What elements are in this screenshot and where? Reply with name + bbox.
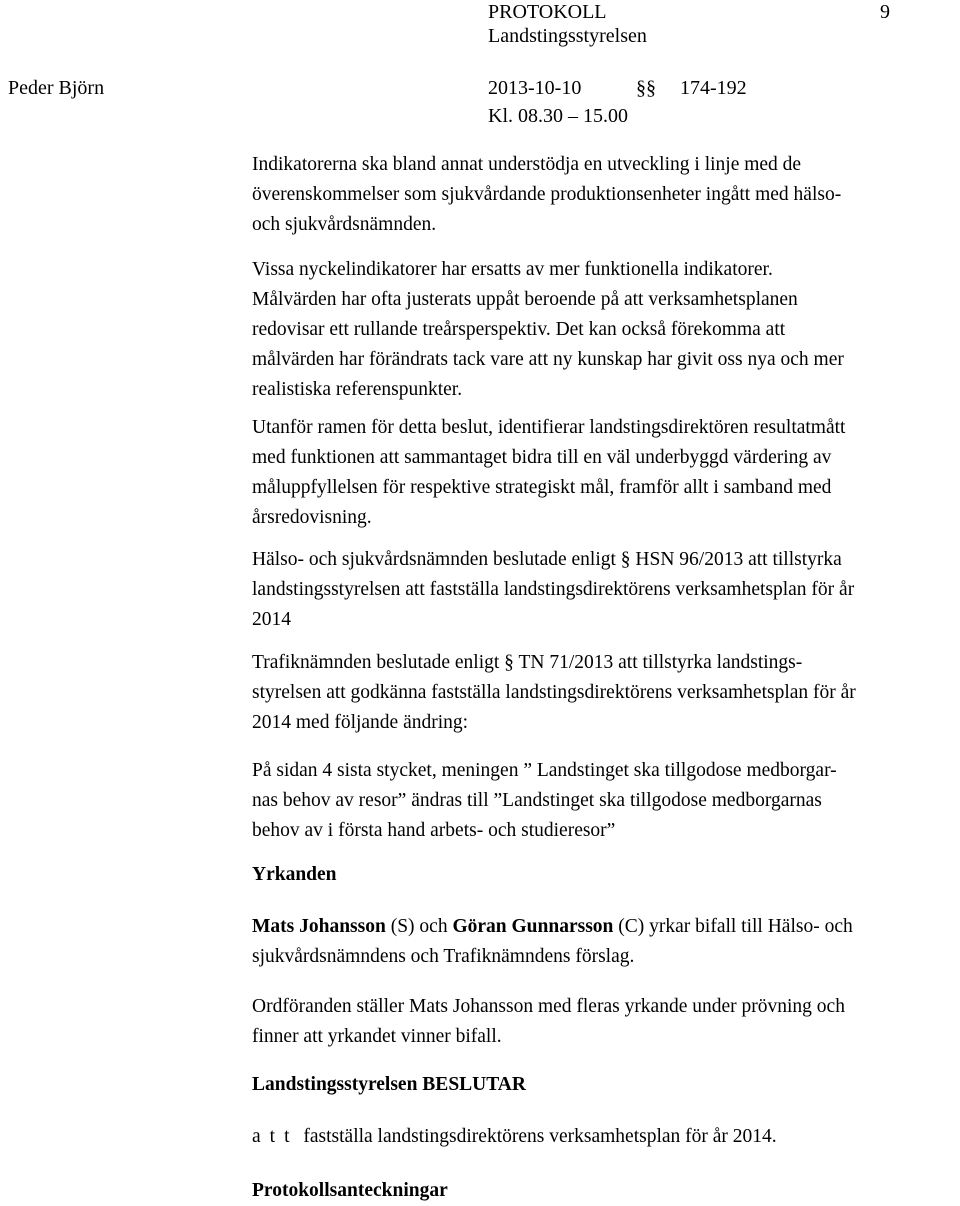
paragraph-chair: Ordföranden ställer Mats Johansson med fleras yrkande under prövning och finner att yrkandet vinner bifall. [252, 996, 845, 1047]
paragraph-2: Vissa nyckelindikatorer har ersatts av mer funktionella indikatorer. Målvärden har ofta justerats uppåt beroende på att verksamhetsplanen redovisar ett rullande treårsperspektiv. Det kan också förekomma att målvärden har förändrats tack vare att ny kunskap har givit oss nya och mer realistiska referenspunkter. [252, 259, 844, 400]
paragraph-3: Utanför ramen för detta beslut, identifierar landstingsdirektören resultatmått med funktionen att sammantaget bidra till en väl underbyggd värdering av måluppfyllelsen för respektive strategiskt mål, framför allt i samband med årsredovisning. [252, 417, 846, 528]
page-number: 9 [880, 1, 890, 23]
heading-beslutar: Landstingsstyrelsen BESLUTAR [252, 1074, 526, 1095]
section-symbol: §§ [636, 77, 656, 99]
person-name: Peder Björn [8, 77, 105, 99]
member-name-1: Mats Johansson [252, 916, 386, 937]
paragraph-motion: Mats Johansson (S) och Göran Gunnarsson (C) yrkar bifall till Hälso- och sjukvårdsnämndens och Trafiknämndens förslag. [252, 916, 853, 967]
member-name-2: Göran Gunnarsson [452, 916, 614, 937]
heading-protokollsanteckningar: Protokollsanteckningar [252, 1180, 448, 1201]
paragraph-hsn-decision: Hälso- och sjukvårdsnämnden beslutade enligt § HSN 96/2013 att tillstyrka landstingsstyrelsen att fastställa landstingsdirektörens verksamhetsplan för år 2014 [252, 549, 855, 630]
paragraph-amendment: På sidan 4 sista stycket, meningen ” Landstinget ska tillgodose medborgar- nas behov av resor” ändras till ”Landstinget ska tillgodose medborgarnas behov av i första hand arbets- och studieresor” [252, 760, 837, 841]
decision-att: att [252, 1126, 299, 1147]
protocol-title: PROTOKOLL [488, 1, 607, 23]
meeting-date: 2013-10-10 [488, 77, 582, 99]
section-range: 174-192 [680, 77, 747, 99]
meeting-time: Kl. 08.30 – 15.00 [488, 105, 628, 127]
paragraph-1: Indikatorerna ska bland annat understödja en utveckling i linje med de överenskommelser som sjukvårdande produktionsenheter ingått med hälso- och sjukvårdsnämnden. [252, 154, 842, 235]
heading-yrkanden: Yrkanden [252, 864, 337, 885]
paragraph-decision: att fastställa landstingsdirektörens verksamhetsplan för år 2014. [252, 1126, 777, 1147]
organization-name: Landstingsstyrelsen [488, 25, 647, 47]
paragraph-tn-decision: Trafiknämnden beslutade enligt § TN 71/2013 att tillstyrka landstings- styrelsen att godkänna fastställa landstingsdirektörens verksamhetsplan för år 2014 med följande ändring: [252, 652, 856, 733]
